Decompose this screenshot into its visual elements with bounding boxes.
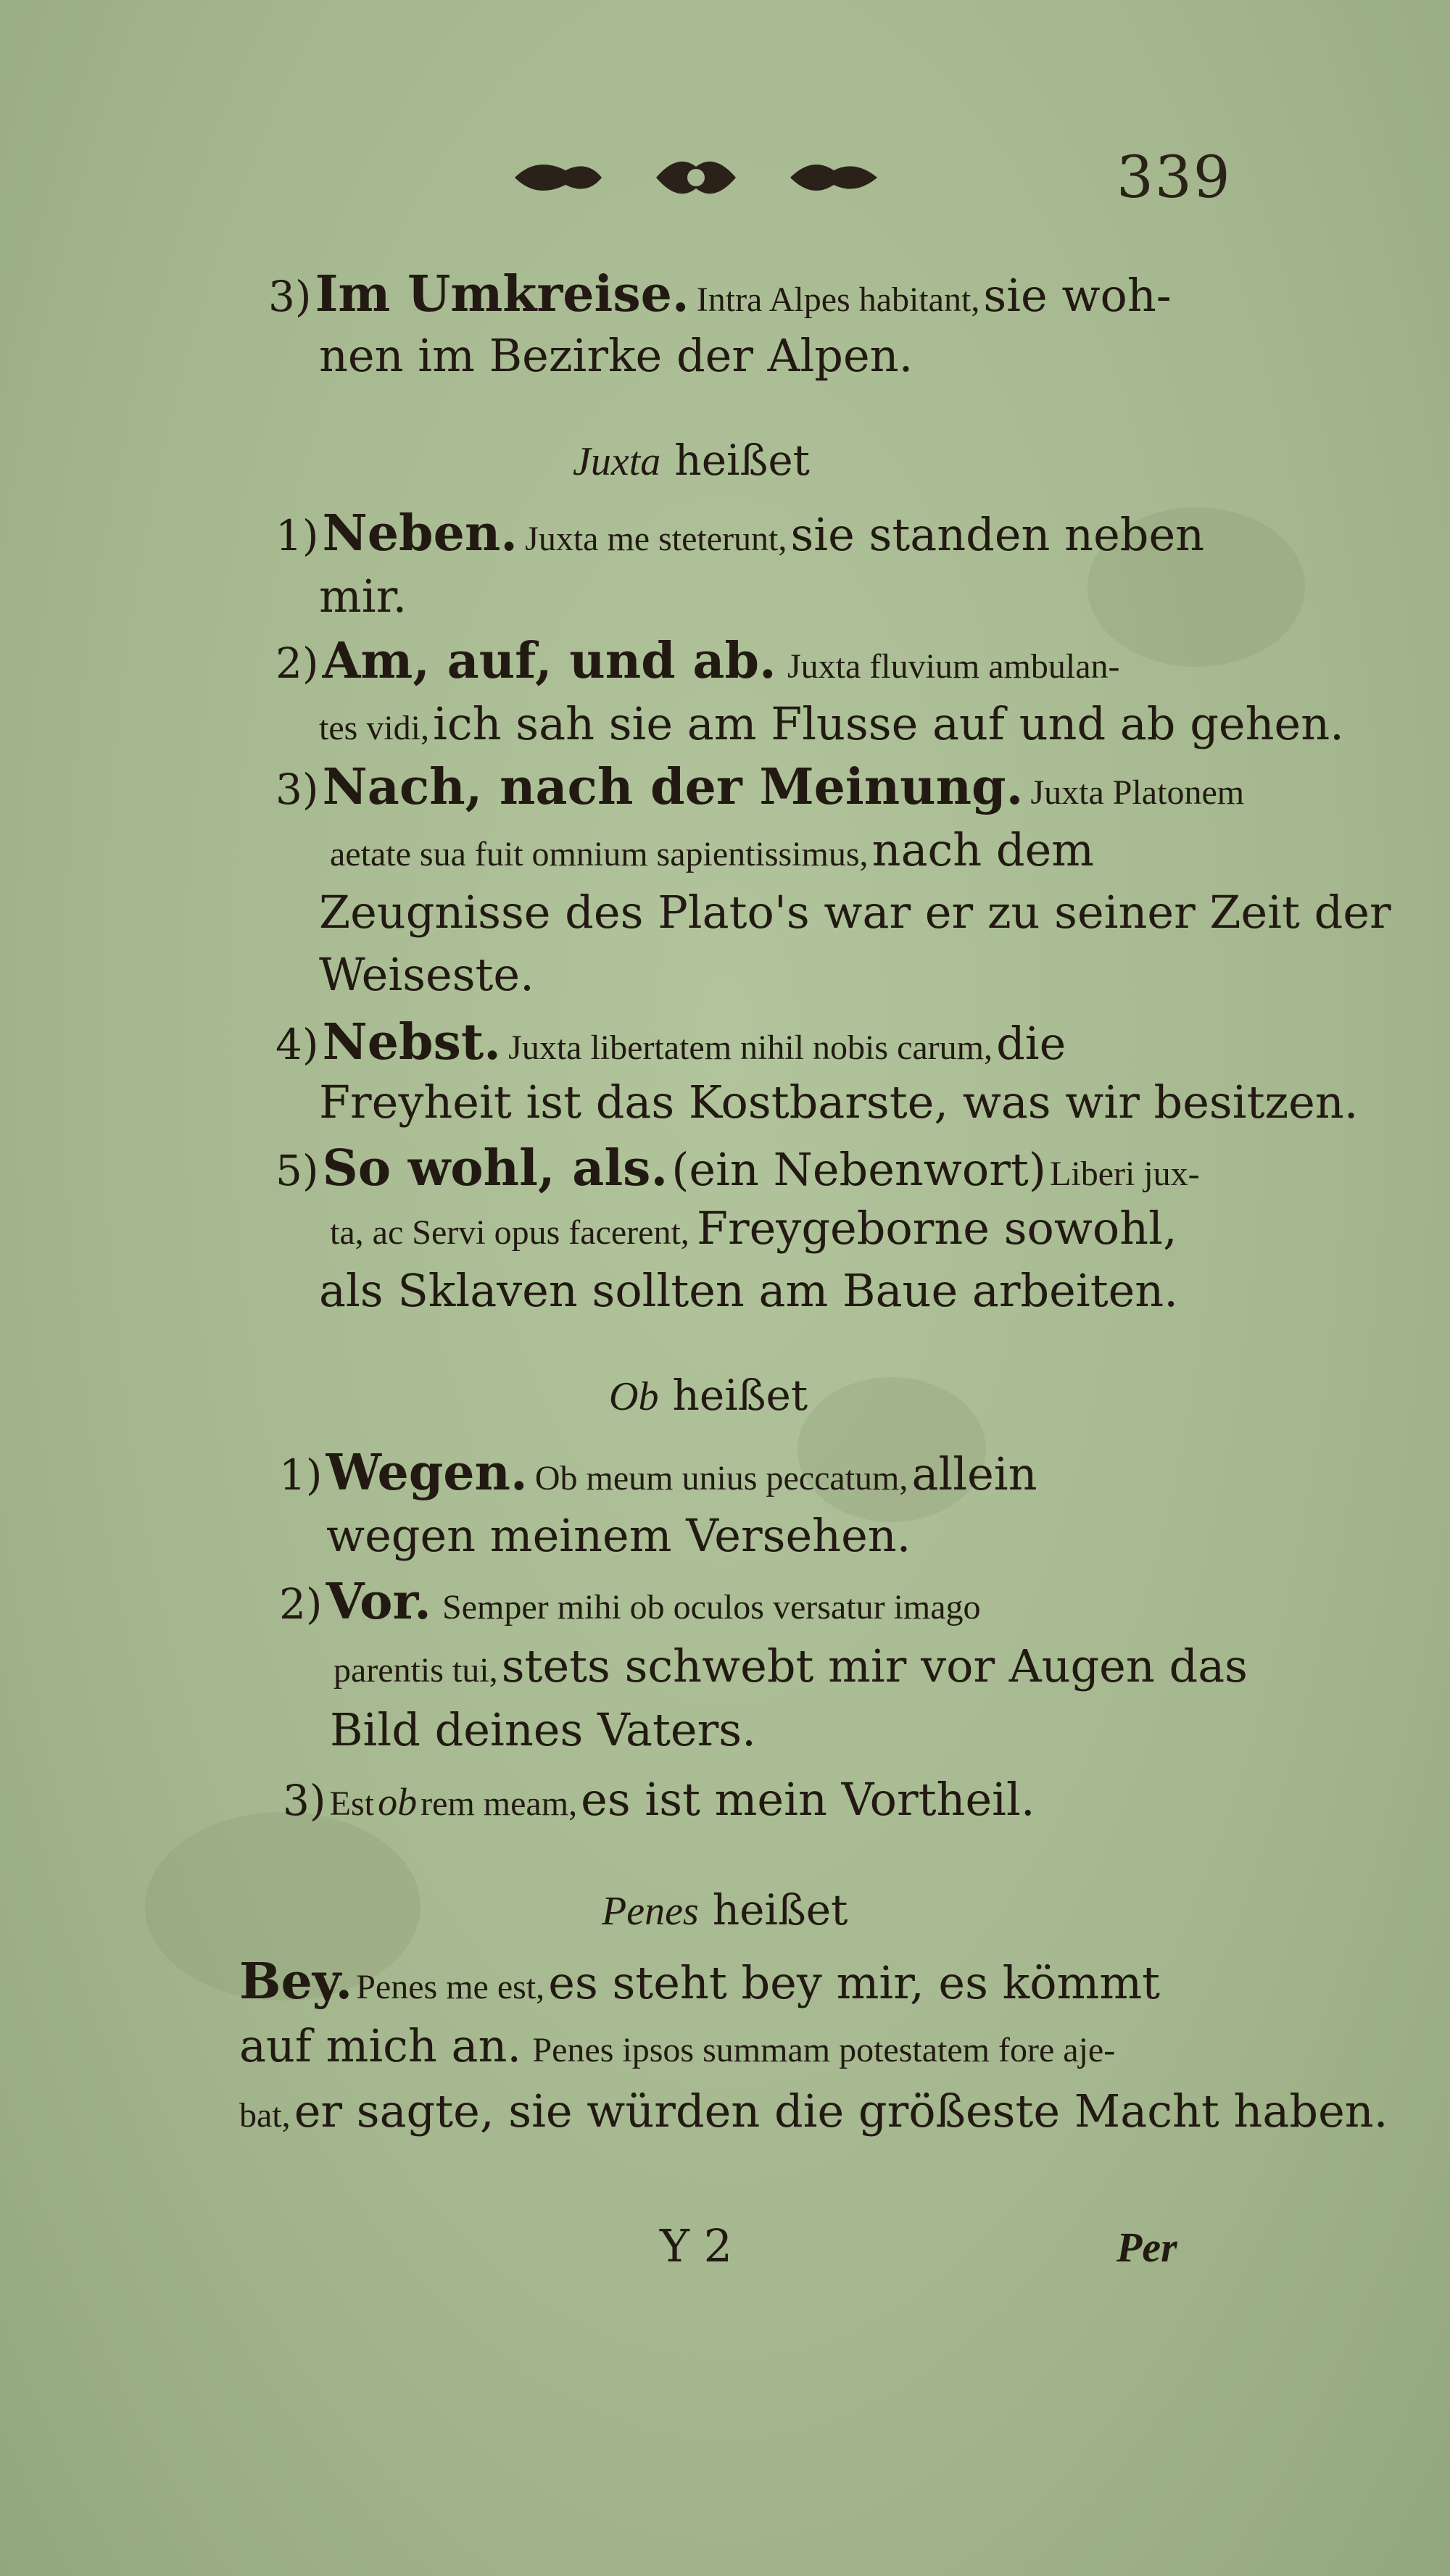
- german-translation: es ist mein Vortheil.: [581, 1773, 1035, 1826]
- german-translation: allein: [911, 1447, 1037, 1500]
- entry-penes-line1: [239, 1953, 1161, 2011]
- entry-intra-3-line2: nen im Bezirke der Alpen.: [319, 329, 914, 382]
- parenthetical-note: (ein Nebenwort): [671, 1143, 1046, 1196]
- heading-latin-word: Juxta: [573, 439, 661, 484]
- german-translation: sie woh-: [983, 269, 1172, 322]
- entry-ob-2-line1: 2) Vor. Semper mihi ob oculos versatur imago: [279, 1573, 981, 1631]
- entry-juxta-3-line3: Zeugnisse des Plato's war er zu seiner Zeit der: [319, 886, 1391, 939]
- entry-headword: Nebst.: [322, 1013, 501, 1071]
- section-heading-penes: [602, 1885, 848, 1935]
- german-translation: ich sah sie am Flusse auf und ab gehen.: [433, 697, 1344, 750]
- entry-headword: Neben.: [322, 504, 518, 562]
- entry-juxta-3-line1: 3) Nach, nach der Meinung. Juxta Platonem: [276, 758, 1245, 816]
- latin-example: Juxta fluvium ambulan-: [787, 647, 1120, 686]
- german-translation: nach dem: [871, 823, 1095, 876]
- entry-headword: So wohl, als.: [322, 1139, 668, 1197]
- latin-example: aetate sua fuit omnium sapientissimus,: [330, 835, 869, 873]
- entry-penes-line2: [239, 2019, 1116, 2072]
- entry-number: 3): [268, 272, 312, 321]
- entry-juxta-1-line2: mir.: [319, 570, 407, 623]
- latin-example-italic: ob: [378, 1780, 418, 1824]
- signature-mark: Y 2: [660, 2219, 733, 2272]
- latin-example: Est: [329, 1784, 374, 1823]
- section-heading-ob: [609, 1370, 808, 1421]
- german-translation: die: [996, 1017, 1066, 1070]
- entry-juxta-3-line2: [330, 823, 1095, 876]
- entry-juxta-2-line2: [319, 697, 1344, 750]
- header-ornament: [508, 145, 884, 210]
- entry-juxta-5-line3: als Sklaven sollten am Baue arbeiten.: [319, 1264, 1178, 1317]
- latin-example: parentis tui,: [334, 1651, 498, 1690]
- german-translation: sie standen neben: [790, 508, 1205, 561]
- page-number: 339: [1116, 144, 1232, 211]
- catchword: Per: [1116, 2224, 1177, 2271]
- latin-example: Juxta me steterunt,: [525, 520, 787, 558]
- heading-german-word: heißet: [672, 1371, 808, 1420]
- latin-example: rem meam,: [420, 1784, 578, 1823]
- entry-ob-1-line2: wegen meinem Versehen.: [326, 1509, 911, 1562]
- entry-headword: Am, auf, und ab.: [322, 632, 776, 690]
- entry-headword: Vor.: [326, 1573, 431, 1631]
- entry-juxta-2-line1: 2) Am, auf, und ab. Juxta fluvium ambulan-: [276, 632, 1120, 690]
- entry-headword: Bey.: [239, 1953, 353, 2011]
- german-translation: es steht bey mir, es kömmt: [548, 1956, 1161, 2009]
- entry-juxta-5-line1: 5) So wohl, als. (ein Nebenwort) Liberi jux-: [276, 1139, 1200, 1197]
- entry-ob-3-line1: 3) Est ob rem meam, es ist mein Vortheil.: [283, 1773, 1035, 1826]
- german-translation: er sagte, sie würden die größeste Macht haben.: [294, 2085, 1388, 2137]
- german-translation: stets schwebt mir vor Augen das: [501, 1640, 1248, 1692]
- heading-latin-word: Penes: [602, 1889, 699, 1934]
- entry-juxta-1-line1: 1) Neben. Juxta me steterunt, sie standen neben: [276, 504, 1205, 562]
- latin-example: ta, ac Servi opus facerent,: [330, 1213, 689, 1252]
- entry-penes-line3: [239, 2085, 1388, 2137]
- entry-ob-2-line3: Bild deines Vaters.: [330, 1703, 756, 1756]
- entry-headword: Wegen.: [326, 1444, 528, 1502]
- entry-intra-3-line1: [268, 265, 1172, 323]
- latin-example: Intra Alpes habitant,: [696, 281, 980, 319]
- latin-example: Penes me est,: [356, 1968, 545, 2006]
- latin-example: Penes ipsos summam potestatem fore aje-: [532, 2031, 1116, 2069]
- latin-example: Semper mihi ob oculos versatur imago: [442, 1588, 981, 1626]
- entry-headword: Nach, nach der Meinung.: [322, 758, 1024, 816]
- latin-example: Juxta libertatem nihil nobis carum,: [508, 1029, 993, 1067]
- heading-german-word: heißet: [712, 1885, 848, 1935]
- latin-example: tes vidi,: [319, 709, 429, 747]
- entry-juxta-3-line4: Weiseste.: [319, 948, 534, 1001]
- heading-german-word: heißet: [674, 436, 810, 485]
- entry-juxta-4-line2: Freyheit ist das Kostbarste, was wir besitzen.: [319, 1076, 1359, 1129]
- heading-latin-word: Ob: [609, 1374, 659, 1419]
- german-translation: Freygeborne sowohl,: [696, 1202, 1177, 1255]
- entry-ob-2-line2: [334, 1640, 1248, 1692]
- german-translation: auf mich an.: [239, 2019, 522, 2072]
- entry-ob-1-line1: 1) Wegen. Ob meum unius peccatum, allein: [279, 1444, 1037, 1502]
- latin-example: Ob meum unius peccatum,: [534, 1459, 908, 1497]
- entry-juxta-5-line2: [330, 1202, 1177, 1255]
- entry-juxta-4-line1: 4) Nebst. Juxta libertatem nihil nobis carum, die: [276, 1013, 1066, 1071]
- entry-headword: Im Umkreise.: [315, 265, 689, 323]
- latin-example: Liberi jux-: [1050, 1155, 1200, 1193]
- section-heading-juxta: [573, 435, 810, 486]
- latin-example: Juxta Platonem: [1030, 773, 1245, 812]
- latin-example: bat,: [239, 2096, 291, 2135]
